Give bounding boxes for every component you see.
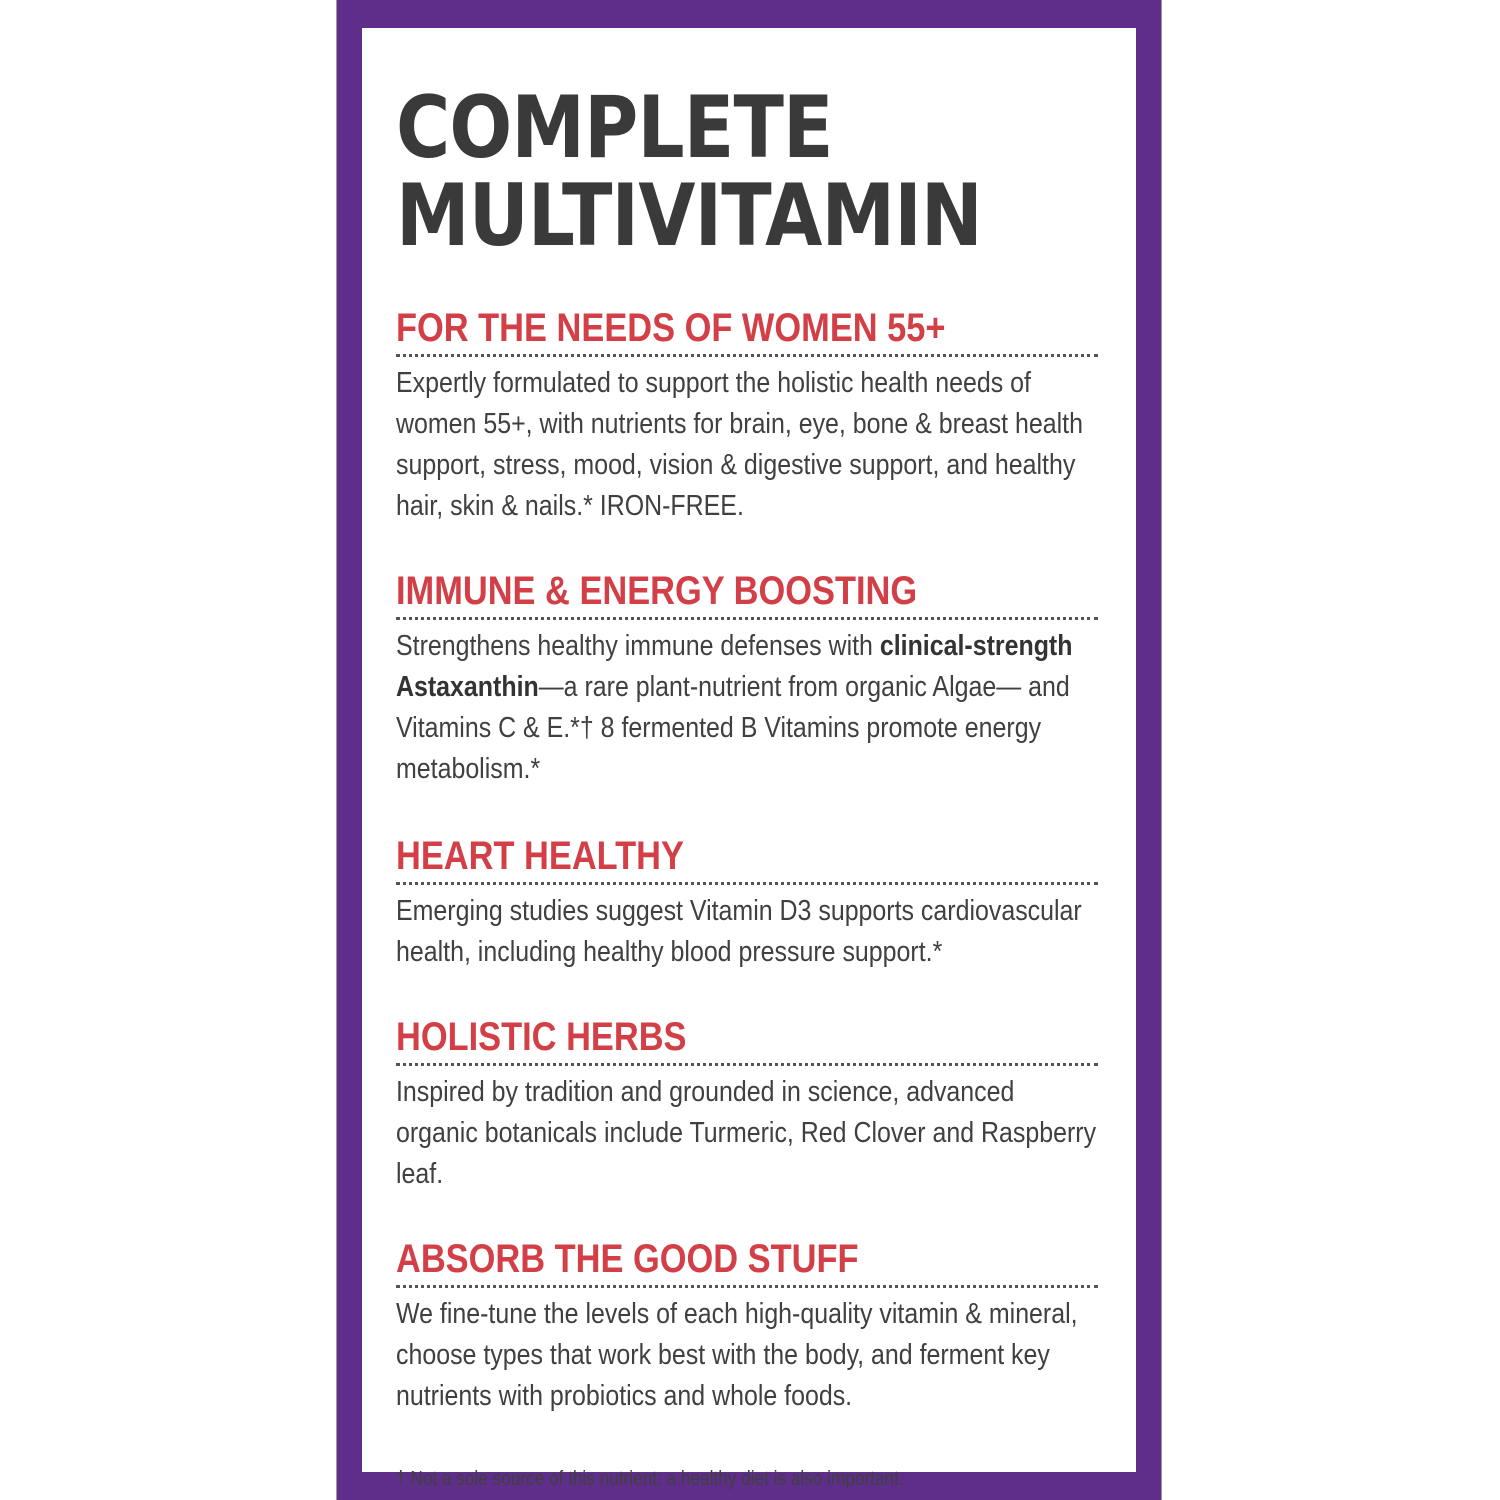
title-line-2: MULTIVITAMIN	[396, 166, 982, 266]
section-holistic-herbs	[396, 1015, 1098, 1195]
section-heading: FOR THE NEEDS OF WOMEN 55+	[396, 306, 946, 350]
dotted-divider	[396, 1063, 1098, 1066]
section-body: We fine-tune the levels of each high-quality vitamin & mineral, choose types that work best with the body, and ferment key nutrients with probiotics and whole foods.	[396, 1298, 1078, 1412]
section-heading: ABSORB THE GOOD STUFF	[396, 1237, 859, 1281]
product-panel	[336, 0, 1162, 1500]
title-line-1: COMPLETE	[396, 78, 833, 178]
section-body	[396, 626, 1098, 790]
section-women-needs	[396, 306, 1098, 527]
section-heading: HEART HEALTHY	[396, 834, 684, 878]
section-body-bold: clinical-strength Astaxanthin	[396, 630, 1073, 703]
page-title	[396, 78, 1000, 266]
section-immune-energy	[396, 569, 1098, 790]
section-body: Expertly formulated to support the holistic health needs of women 55+, with nutrients for brain, eye, bone & breast health support, stress, mood, vision & digestive support, and healthy hair, skin & nails.* IRON-FREE.	[396, 367, 1083, 522]
footnote: † Not a sole source of this nutrient; a healthy diet is also important.	[396, 1468, 904, 1490]
dotted-divider	[396, 617, 1098, 620]
section-body-text: Strengthens healthy immune defenses with	[396, 630, 880, 662]
dotted-divider	[396, 354, 1098, 357]
dotted-divider	[396, 1285, 1098, 1288]
section-heart-healthy	[396, 834, 1098, 973]
section-heading: IMMUNE & ENERGY BOOSTING	[396, 569, 918, 613]
panel-content	[362, 28, 1136, 1490]
section-absorb	[396, 1237, 1098, 1417]
section-heading: HOLISTIC HERBS	[396, 1015, 687, 1059]
section-body-text: —a rare plant-nutrient from organic Algae— and Vitamins C & E.*† 8 fermented B Vitamins promote energy metabolism.*	[396, 671, 1070, 785]
dotted-divider	[396, 882, 1098, 885]
section-body: Inspired by tradition and grounded in science, advanced organic botanicals include Turmeric, Red Clover and Raspberry leaf.	[396, 1076, 1097, 1190]
section-body: Emerging studies suggest Vitamin D3 supports cardiovascular health, including healthy blood pressure support.*	[396, 895, 1082, 968]
